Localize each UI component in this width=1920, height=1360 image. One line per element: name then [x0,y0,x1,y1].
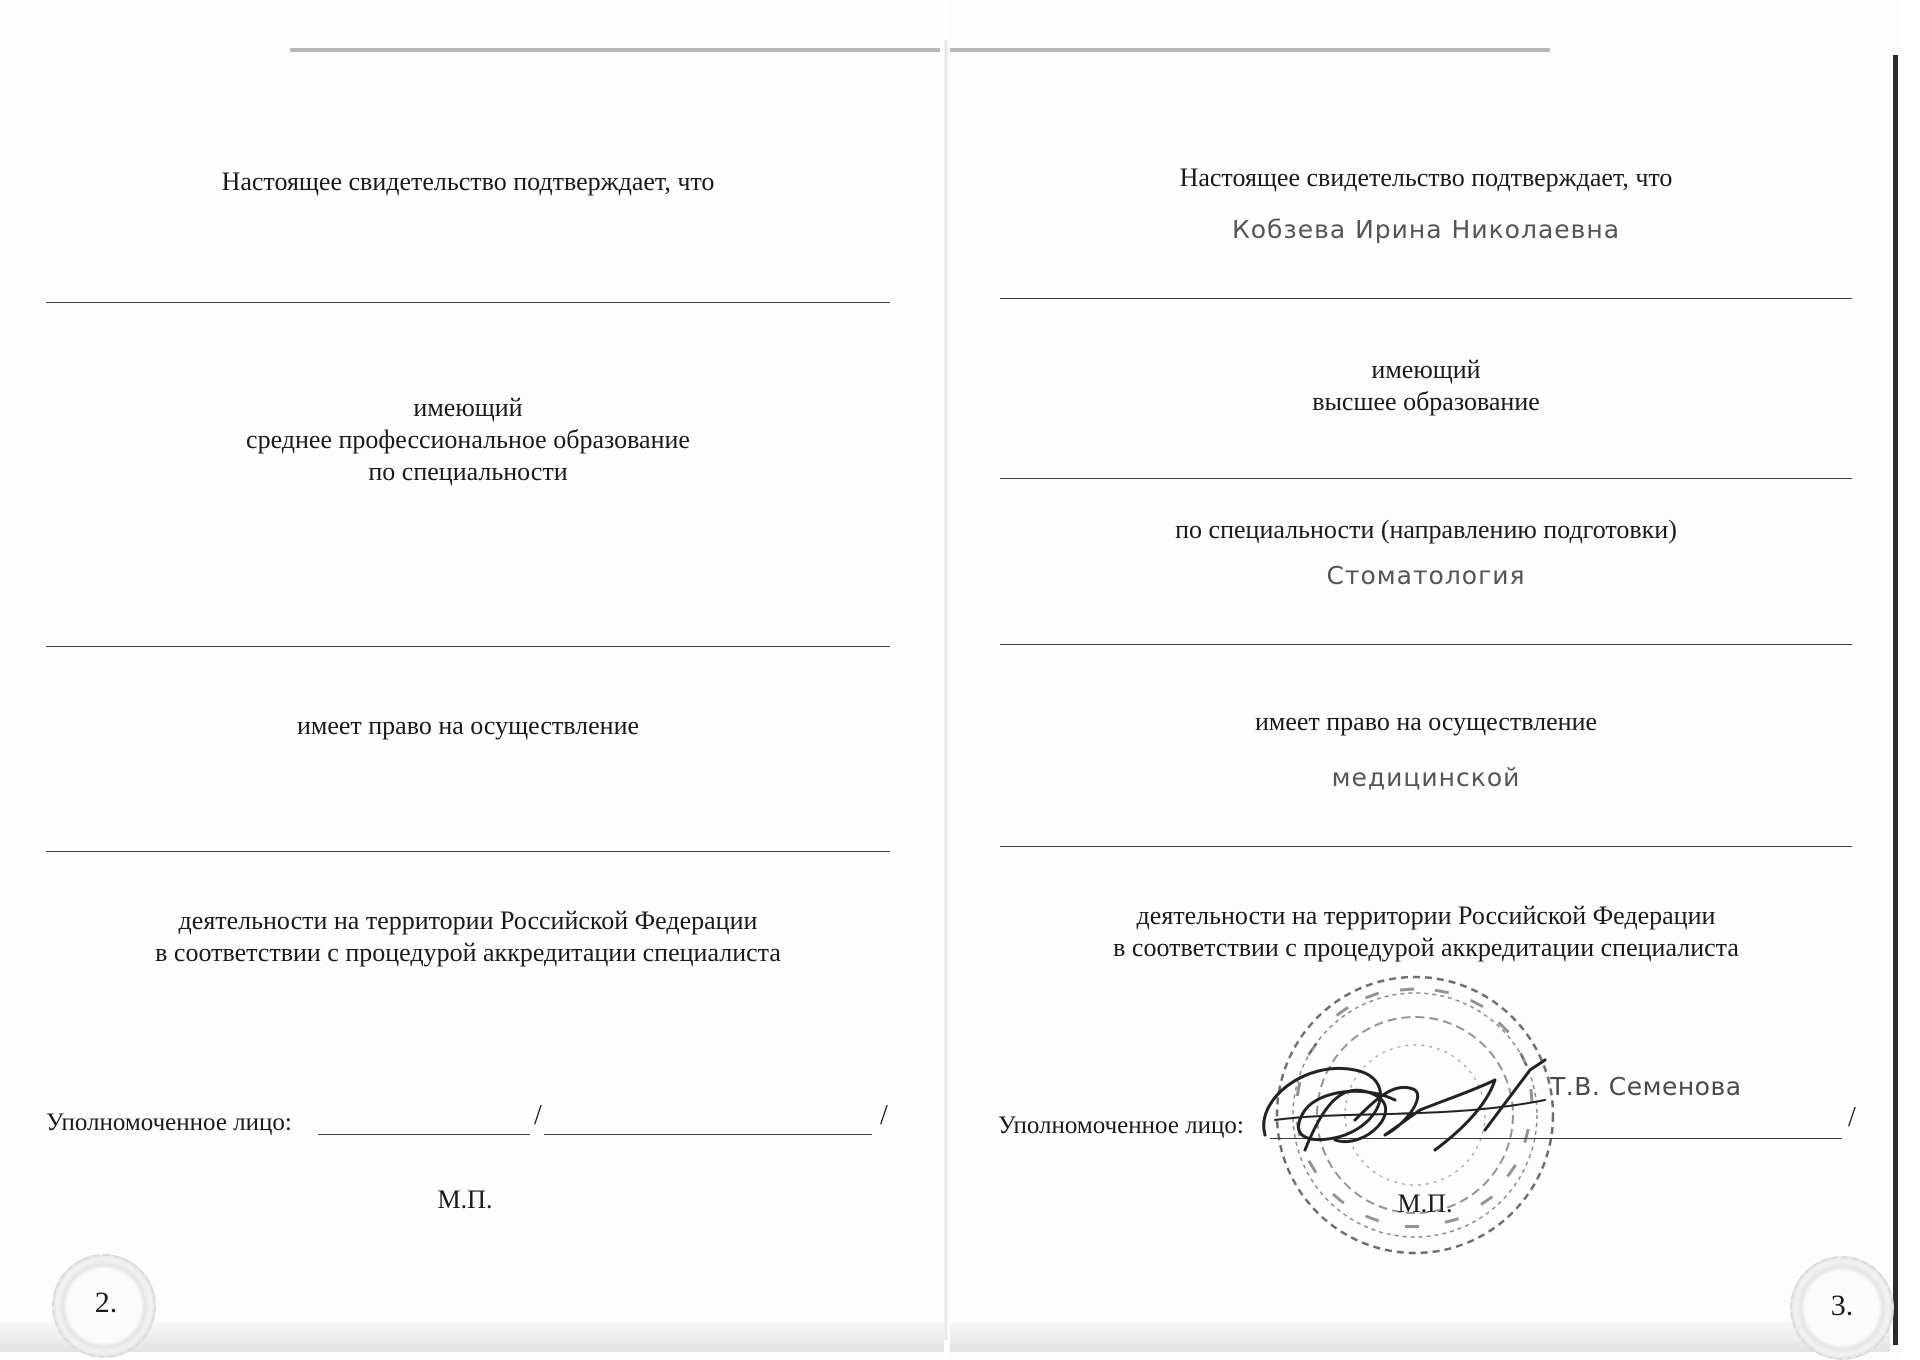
left-authorized-label: Уполномоченное лицо: [46,1109,292,1136]
left-name-line [46,302,890,303]
left-slash-1: / [534,1100,542,1131]
page-fold [944,40,948,1340]
top-edge-left [290,48,940,52]
right-specialty-line [1000,644,1852,645]
left-education-line-1: имеющий [413,393,523,422]
right-page-number: 3. [1830,1289,1854,1322]
left-stamp-place: М.П. [437,1185,493,1214]
right-activity-line-2: в соответствии с процедурой аккредитации специалиста [1113,933,1739,962]
right-specialty-label: по специальности (направлению подготовки) [1175,515,1677,544]
right-education-line-2: высшее образование [1312,387,1540,416]
left-education-line-2: среднее профессиональное образование [246,425,690,454]
right-heading: Настоящее свидетельство подтверждает, что [1179,163,1673,192]
left-page-number: 2. [94,1286,118,1319]
left-name-signature-line [544,1134,872,1135]
left-heading: Настоящее свидетельство подтверждает, что [221,167,715,196]
signatory-name: Т.В. Семенова [1550,1072,1742,1101]
left-activity-line-1: деятельности на территории Российской Федерации [178,906,758,935]
left-activity-line [46,851,890,852]
right-activity-line [1000,846,1852,847]
left-activity-line-2: в соответствии с процедурой аккредитации специалиста [155,938,781,967]
left-education-line-3: по специальности [368,457,568,486]
right-education-line-1: имеющий [1371,355,1481,384]
left-slash-2: / [880,1100,888,1131]
right-edge [1893,55,1898,1345]
top-edge-right [950,48,1550,52]
specialty-value: Стоматология [1326,561,1526,590]
left-right-to: имеет право на осуществление [296,711,640,740]
bottom-shade-right [950,1322,1890,1352]
right-right-to: имеет право на осуществление [1254,707,1598,736]
left-signature-line [318,1134,530,1135]
right-name-line [1000,298,1852,299]
handwritten-signature [1245,1040,1565,1170]
right-education-line [1000,478,1852,479]
holder-name: Кобзева Ирина Николаевна [1231,215,1621,244]
right-activity-line-1: деятельности на территории Российской Федерации [1136,901,1716,930]
right-authorized-label: Уполномоченное лицо: [998,1112,1244,1139]
left-specialty-line [46,646,890,647]
right-stamp-place: М.П. [1397,1189,1453,1218]
activity-kind: медицинской [1331,763,1521,792]
left-page [0,0,944,1358]
right-slash: / [1848,1102,1856,1133]
